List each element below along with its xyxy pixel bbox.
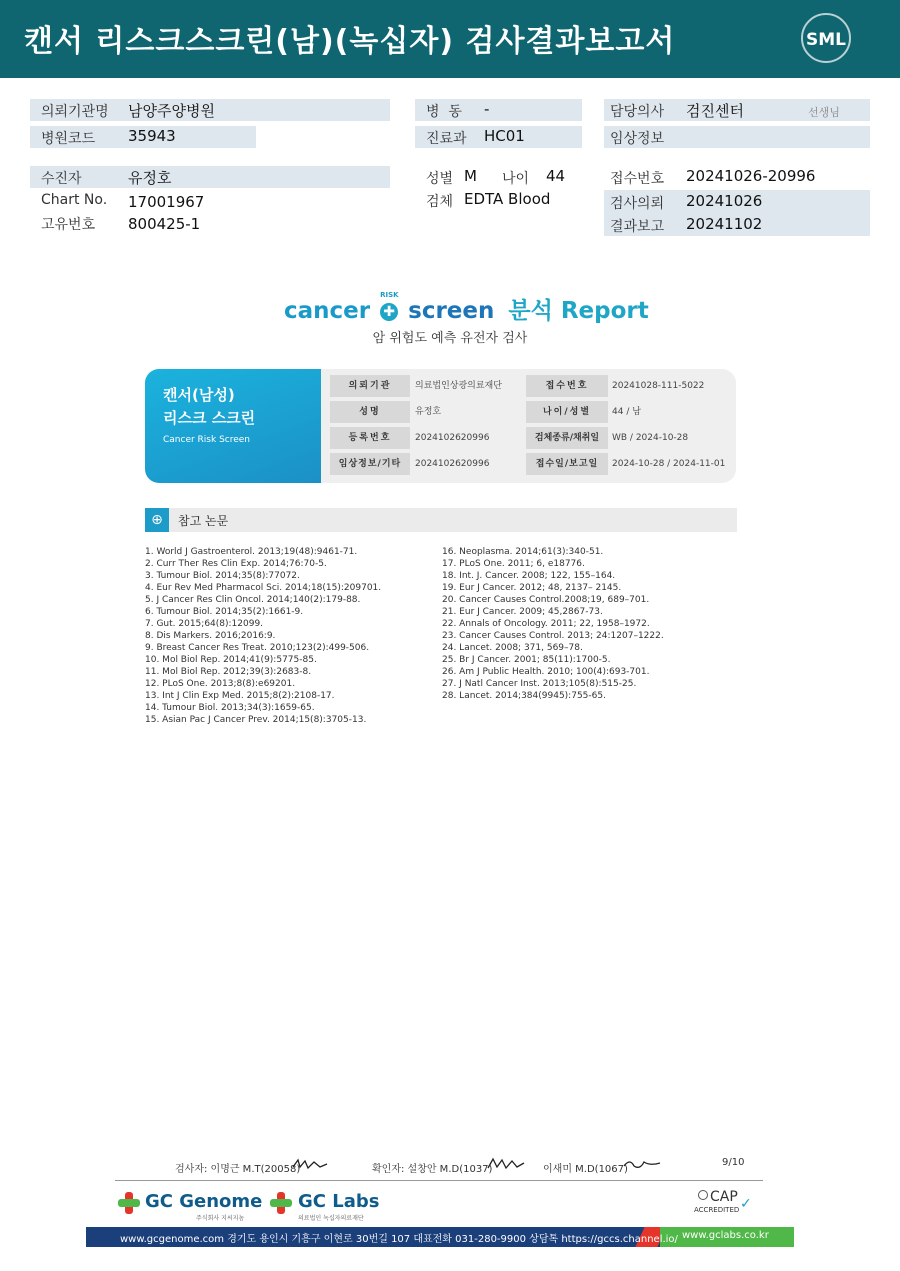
check-icon: ✓ <box>740 1196 752 1212</box>
brand-title <box>284 292 649 325</box>
institution-label: 의뢰기관명 <box>41 104 109 120</box>
hospital-code-value: 35943 <box>128 127 176 145</box>
confirmer-signature-icon <box>486 1155 526 1173</box>
card-value: 2024102620996 <box>415 459 490 469</box>
card-label: 등록번호 <box>330 427 410 449</box>
receipt-value: 20241026-20996 <box>686 167 816 185</box>
brand-en2: screen <box>408 298 495 324</box>
tester-signature-icon <box>290 1155 330 1173</box>
card-label: 접수번호 <box>526 375 608 397</box>
brand-kr: 분석 Report <box>508 298 649 324</box>
reference-item: 8. Dis Markers. 2016;2016:9. <box>145 631 276 641</box>
logo-text: SML <box>806 30 846 50</box>
card-value: 2024-10-28 / 2024-11-01 <box>612 459 726 469</box>
receipt-label: 접수번호 <box>610 171 665 187</box>
id-label: 고유번호 <box>41 217 96 233</box>
request-label: 검사의뢰 <box>610 196 665 212</box>
brand-en: cancer <box>284 298 371 324</box>
reference-item: 1. World J Gastroenterol. 2013;19(48):9461-71. <box>145 547 358 557</box>
reference-item: 26. Am J Public Health. 2010; 100(4):693-701. <box>442 667 650 677</box>
dept-value: HC01 <box>484 127 525 145</box>
card-value: 20241028-111-5022 <box>612 381 705 391</box>
doctor-suffix: 선생님 <box>808 106 840 119</box>
risk-label: RISK <box>380 290 399 299</box>
reference-item: 28. Lancet. 2014;384(9945):755-65. <box>442 691 606 701</box>
references-left <box>145 546 381 726</box>
gc-genome-sub: 주식회사 지씨지놈 <box>196 1215 245 1222</box>
reference-item: 25. Br J Cancer. 2001; 85(11):1700-5. <box>442 655 611 665</box>
cap-sub: ACCREDITED <box>694 1206 740 1214</box>
patient-value: 유정호 <box>128 169 172 187</box>
reference-item: 20. Cancer Causes Control.2008;19, 689–701. <box>442 595 650 605</box>
info-bar <box>30 166 390 188</box>
age-value: 44 <box>546 167 566 185</box>
confirmer2-signature-icon <box>622 1156 662 1172</box>
report-value: 20241102 <box>686 215 763 233</box>
specimen-value: EDTA Blood <box>464 190 551 208</box>
card-value: 유정호 <box>415 407 442 417</box>
doctor-value: 검진센터 <box>686 102 744 120</box>
confirmer-line: 확인자: 설창안 M.D(1037) <box>372 1164 493 1175</box>
card-value: WB / 2024-10-28 <box>612 433 689 443</box>
reference-item: 10. Mol Biol Rep. 2014;41(9):5775-85. <box>145 655 317 665</box>
hospital-code-label: 병원코드 <box>41 131 96 147</box>
footer-divider <box>115 1180 763 1181</box>
chart-label: Chart No. <box>41 192 108 208</box>
doctor-label: 담당의사 <box>610 104 665 120</box>
reference-item: 12. PLoS One. 2013;8(8):e69201. <box>145 679 296 689</box>
references-header <box>145 508 737 532</box>
card-label: 성명 <box>330 401 410 423</box>
reference-item: 9. Breast Cancer Res Treat. 2010;123(2):499-506. <box>145 643 370 653</box>
references-right <box>442 546 664 702</box>
reference-item: 24. Lancet. 2008; 371, 569–78. <box>442 643 583 653</box>
ward-value: - <box>484 100 490 118</box>
gc-genome-cross-icon <box>118 1192 140 1214</box>
page-number: 9/10 <box>722 1157 745 1168</box>
patient-label: 수진자 <box>41 171 82 187</box>
card-title-2: 리스크 스크린 <box>163 409 256 427</box>
reference-item: 27. J Natl Cancer Inst. 2013;105(8):515-25. <box>442 679 637 689</box>
ward-label: 병 동 <box>426 104 462 120</box>
chart-value: 17001967 <box>128 193 205 211</box>
reference-item: 21. Eur J Cancer. 2009; 45,2867-73. <box>442 607 603 617</box>
card-label: 임상정보/기타 <box>330 453 410 475</box>
age-label: 나이 <box>502 171 530 187</box>
info-card <box>145 369 736 483</box>
reference-item: 11. Mol Biol Rep. 2012;39(3):2683-8. <box>145 667 312 677</box>
reference-item: 6. Tumour Biol. 2014;35(2):1661-9. <box>145 607 304 617</box>
tester-line: 검사자: 이명근 M.T(20058) <box>175 1164 301 1175</box>
gc-labs-logo: GC Labs <box>298 1191 380 1212</box>
card-label: 접수일/보고일 <box>526 453 608 475</box>
card-value: 의료법인상광의료재단 <box>415 381 502 391</box>
footer-address[interactable]: www.gcgenome.com 경기도 용인시 기흥구 이현로 30번길 107 대표전화 031-280-9900 상담톡 https://gccs.channel.io/ <box>120 1234 678 1245</box>
report-title: 캔서 리스크스크린(남)(녹십자) 검사결과보고서 <box>24 24 676 59</box>
reference-item: 3. Tumour Biol. 2014;35(8):77072. <box>145 571 300 581</box>
globe-icon: ⊕ <box>145 508 169 532</box>
reference-item: 18. Int. J. Cancer. 2008; 122, 155–164. <box>442 571 616 581</box>
risk-plus-icon <box>380 290 399 321</box>
institution-value: 남양주양병원 <box>128 102 215 120</box>
sml-logo-icon <box>800 12 852 64</box>
specimen-label: 검체 <box>426 194 454 210</box>
card-value: 2024102620996 <box>415 433 490 443</box>
reference-item: 16. Neoplasma. 2014;61(3):340-51. <box>442 547 604 557</box>
card-title-1: 캔서(남성) <box>163 386 235 404</box>
plus-glyph: ✚ <box>383 303 395 320</box>
reference-item: 7. Gut. 2015;64(8):12099. <box>145 619 264 629</box>
gc-labs-sub: 의료법인 녹십자의료재단 <box>298 1215 364 1222</box>
card-label: 나이/성별 <box>526 401 608 423</box>
footer-url-link[interactable]: www.gclabs.co.kr <box>682 1230 769 1241</box>
clinical-label: 임상정보 <box>610 131 665 147</box>
card-banner <box>145 369 321 483</box>
reference-item: 14. Tumour Biol. 2013;34(3):1659-65. <box>145 703 315 713</box>
id-value: 800425-1 <box>128 215 201 233</box>
reference-item: 5. J Cancer Res Clin Oncol. 2014;140(2):179-88. <box>145 595 361 605</box>
card-title-en: Cancer Risk Screen <box>163 435 251 445</box>
card-label: 의뢰기관 <box>330 375 410 397</box>
report-label: 결과보고 <box>610 219 665 235</box>
sex-label: 성별 <box>426 171 454 187</box>
brand-subtitle: 암 위험도 예측 유전자 검사 <box>372 331 528 346</box>
reference-item: 22. Annals of Oncology. 2011; 22, 1958–1972. <box>442 619 650 629</box>
sex-value: M <box>464 167 477 185</box>
reference-item: 15. Asian Pac J Cancer Prev. 2014;15(8):3705-13. <box>145 715 367 725</box>
card-label: 검체종류/채취일 <box>526 427 608 449</box>
cap-logo: CAP <box>710 1189 738 1205</box>
reference-item: 13. Int J Clin Exp Med. 2015;8(2):2108-17. <box>145 691 335 701</box>
confirmer2-line: 이새미 M.D(1067) <box>543 1164 628 1175</box>
dept-label: 진료과 <box>426 131 467 147</box>
reference-item: 19. Eur J Cancer. 2012; 48, 2137– 2145. <box>442 583 622 593</box>
reference-item: 2. Curr Ther Res Clin Exp. 2014;76:70-5. <box>145 559 327 569</box>
reference-item: 17. PLoS One. 2011; 6, e18776. <box>442 559 585 569</box>
gc-labs-cross-icon <box>270 1192 292 1214</box>
card-value: 44 / 남 <box>612 407 641 417</box>
gc-genome-logo: GC Genome <box>145 1191 263 1212</box>
reference-item: 4. Eur Rev Med Pharmacol Sci. 2014;18(15):209701. <box>145 583 382 593</box>
references-title: 참고 논문 <box>178 514 229 528</box>
cap-seal-icon <box>698 1190 708 1200</box>
request-value: 20241026 <box>686 192 763 210</box>
reference-item: 23. Cancer Causes Control. 2013; 24:1207–1222. <box>442 631 664 641</box>
